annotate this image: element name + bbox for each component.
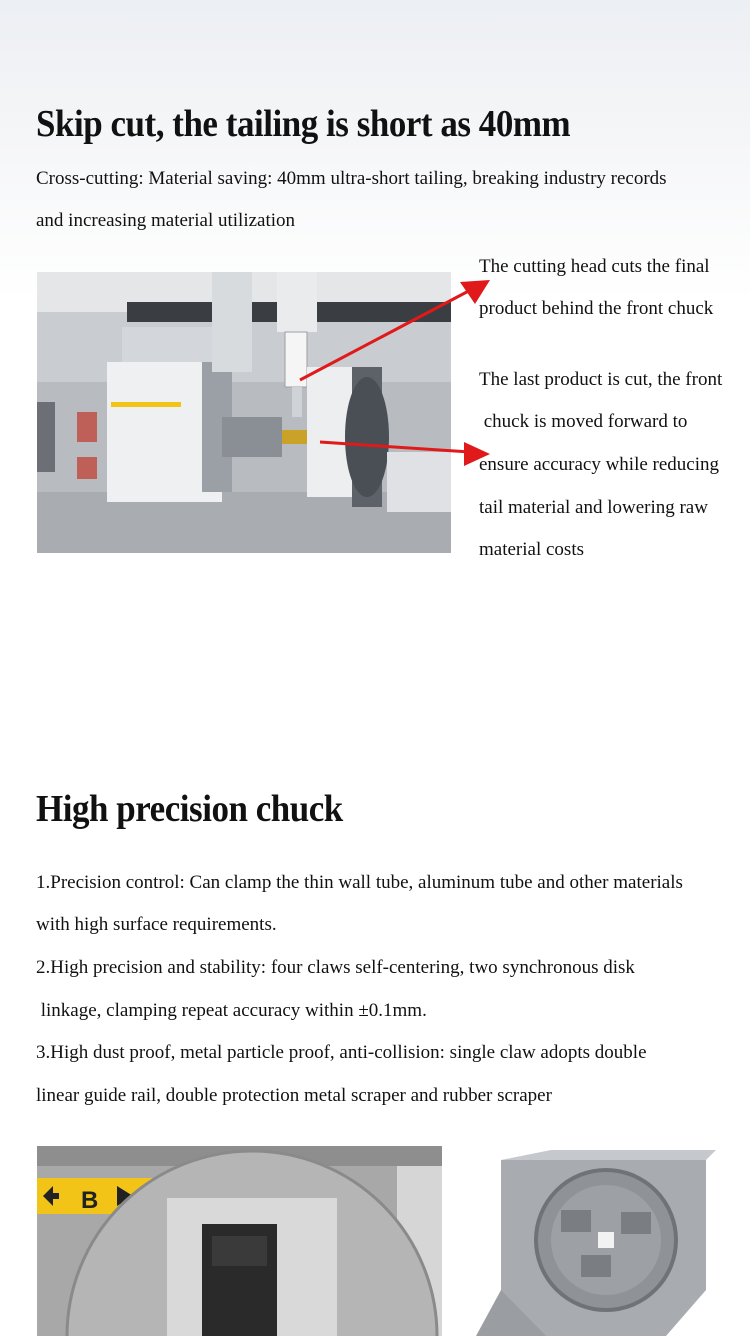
section1-desc-line-2: and increasing material utilization (36, 210, 296, 231)
section2-title: High precision chuck (36, 788, 343, 830)
callout2-line-3: ensure accuracy while reducing (479, 454, 720, 475)
precision-point-line-1: 1.Precision control: Can clamp the thin wall tube, aluminum tube and other materials (36, 872, 683, 893)
callout1-line-2: product behind the front chuck (479, 298, 714, 319)
callout2-line-2: chuck is moved forward to (479, 411, 688, 432)
precision-point-line-4: linkage, clamping repeat accuracy within ±0.1mm. (36, 1000, 427, 1021)
section1-title: Skip cut, the tailing is short as 40mm (36, 103, 571, 145)
callout2-line-5: material costs (479, 539, 584, 560)
section1-desc-line-1: Cross-cutting: Material saving: 40mm ultra-short tailing, breaking industry records (36, 168, 667, 189)
callout2-line-1: The last product is cut, the front (479, 369, 723, 390)
photo-label-b: B (81, 1187, 99, 1214)
chuck-render (456, 1140, 724, 1336)
precision-point-line-3: 2.High precision and stability: four claws self-centering, two synchronous disk (36, 957, 635, 978)
callout2-line-4: tail material and lowering raw (479, 497, 708, 518)
precision-point-line-2: with high surface requirements. (36, 914, 277, 935)
callout1-line-1: The cutting head cuts the final (479, 256, 710, 277)
precision-point-line-6: linear guide rail, double protection metal scraper and rubber scraper (36, 1085, 552, 1106)
chuck-photo (37, 1146, 442, 1336)
red-arrows (280, 270, 500, 470)
precision-point-line-5: 3.High dust proof, metal particle proof, anti-collision: single claw adopts double (36, 1042, 647, 1063)
